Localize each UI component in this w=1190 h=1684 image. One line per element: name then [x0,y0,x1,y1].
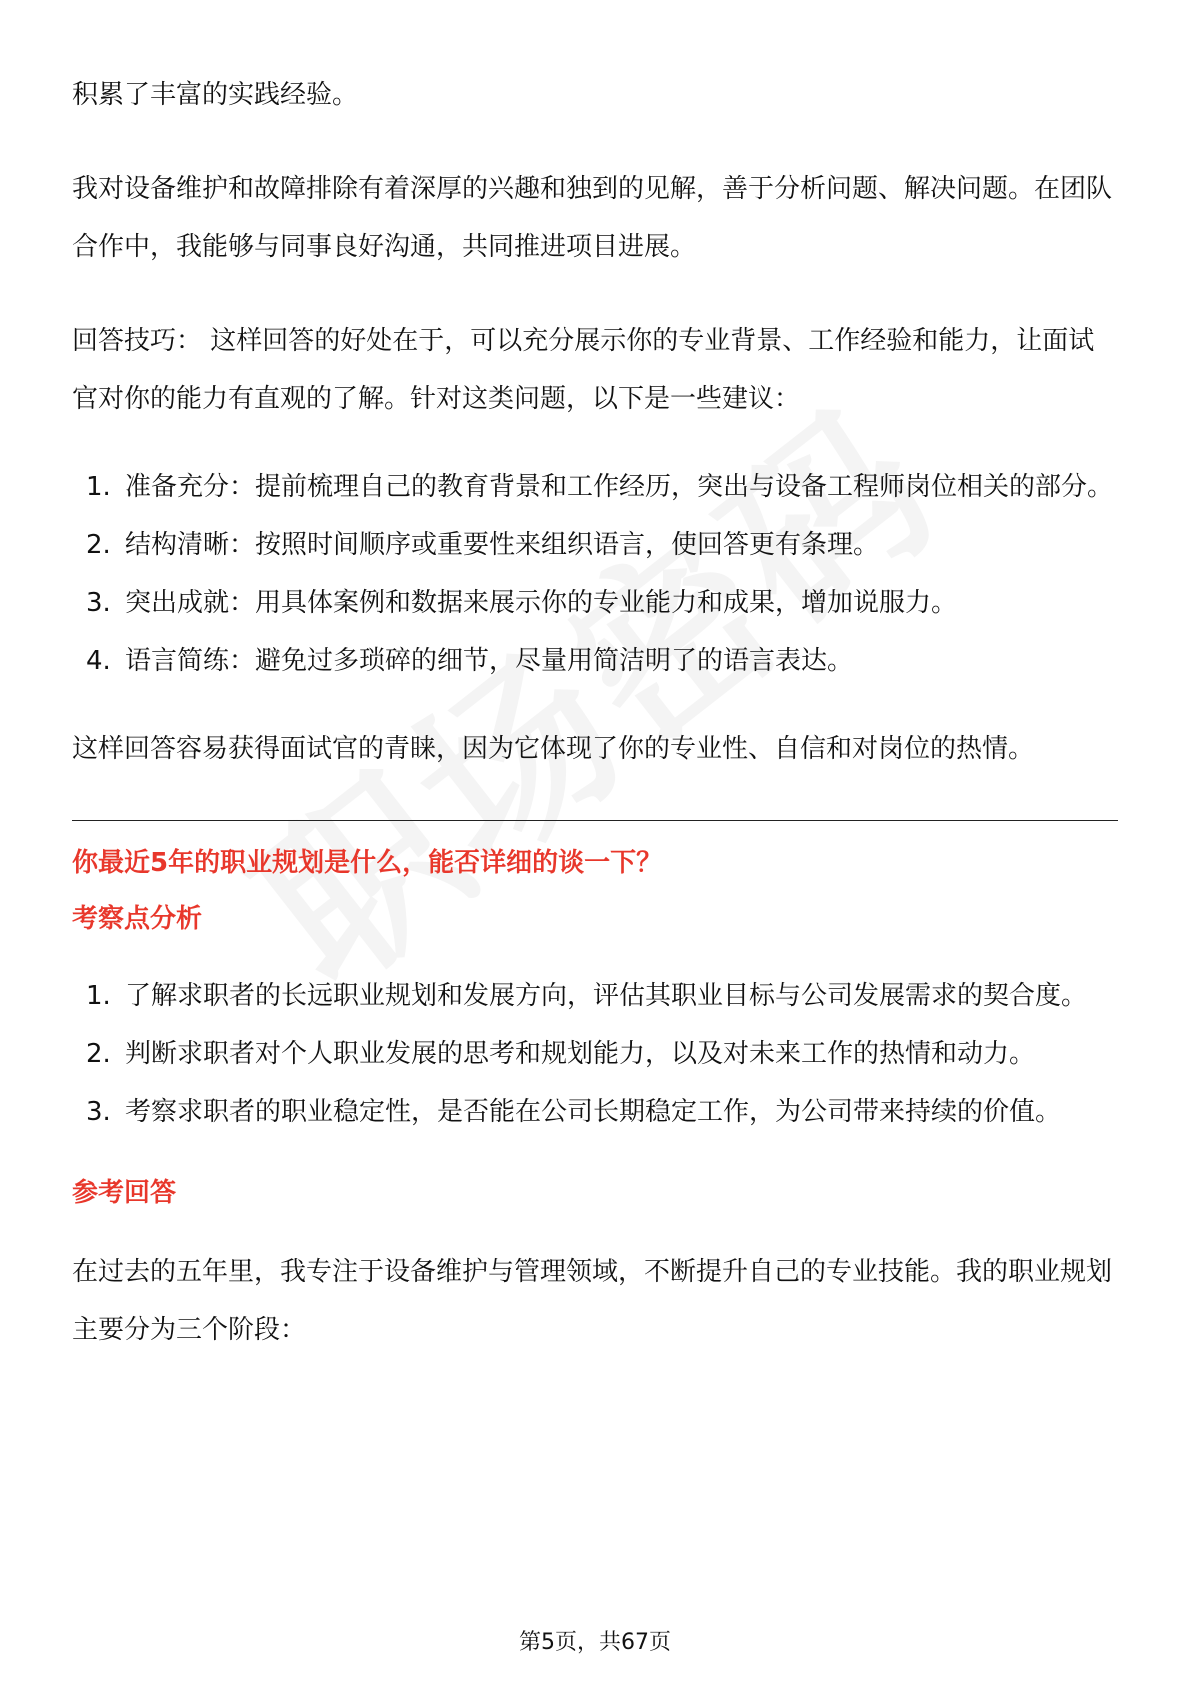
conclusion-paragraph: 这样回答容易获得面试官的青睐，因为它体现了你的专业性、自信和对岗位的热情。 [72,734,1035,764]
list-item [72,1025,1118,1083]
list-item-text: 考察求职者的职业稳定性，是否能在公司长期稳定工作，为公司带来持续的价值。 [125,1097,1062,1127]
tips-list [72,458,1118,690]
list-number: 3. [86,588,111,618]
list-item-text: 语言简练：避免过多琐碎的细节，尽量用简洁明了的语言表达。 [125,646,854,676]
list-item [72,458,1118,516]
section-divider [72,820,1118,821]
list-item-text: 准备充分：提前梳理自己的教育背景和工作经历，突出与设备工程师岗位相关的部分。 [125,472,1114,502]
list-item-text: 判断求职者对个人职业发展的思考和规划能力，以及对未来工作的热情和动力。 [125,1039,1036,1069]
list-item [72,632,1118,690]
reference-paragraph: 在过去的五年里，我专注于设备维护与管理领域，不断提升自己的专业技能。我的职业规划主要分为三个阶段： [72,1257,1113,1345]
list-item [72,574,1118,632]
list-item-text: 突出成就：用具体案例和数据来展示你的专业能力和成果，增加说服力。 [125,588,958,618]
list-number: 2. [86,530,111,560]
list-item-text: 结构清晰：按照时间顺序或重要性来组织语言，使回答更有条理。 [125,530,880,560]
analysis-title: 考察点分析 [72,904,203,934]
list-item [72,516,1118,574]
list-number: 1. [86,981,111,1011]
question-heading: 你最近5年的职业规划是什么，能否详细的谈一下？ [72,848,663,878]
list-item-text: 了解求职者的长远职业规划和发展方向，评估其职业目标与公司发展需求的契合度。 [125,981,1088,1011]
analysis-list [72,967,1118,1141]
list-number: 2. [86,1039,111,1069]
list-number: 1. [86,472,111,502]
list-number: 3. [86,1097,111,1127]
reference-title: 参考回答 [72,1178,177,1208]
list-item [72,1083,1118,1141]
answer-tips-paragraph: 回答技巧： 这样回答的好处在于，可以充分展示你的专业背景、工作经验和能力，让面试官对你的能力有直观的了解。针对这类问题，以下是一些建议： [72,326,1095,414]
intro-paragraph: 我对设备维护和故障排除有着深厚的兴趣和独到的见解，善于分析问题、解决问题。在团队合作中，我能够与同事良好沟通，共同推进项目进展。 [72,174,1113,262]
page-content [72,66,1118,1359]
intro-line: 积累了丰富的实践经验。 [72,80,359,110]
page-number-footer: 第5页，共67页 [519,1630,671,1655]
list-item [72,967,1118,1025]
list-number: 4. [86,646,111,676]
